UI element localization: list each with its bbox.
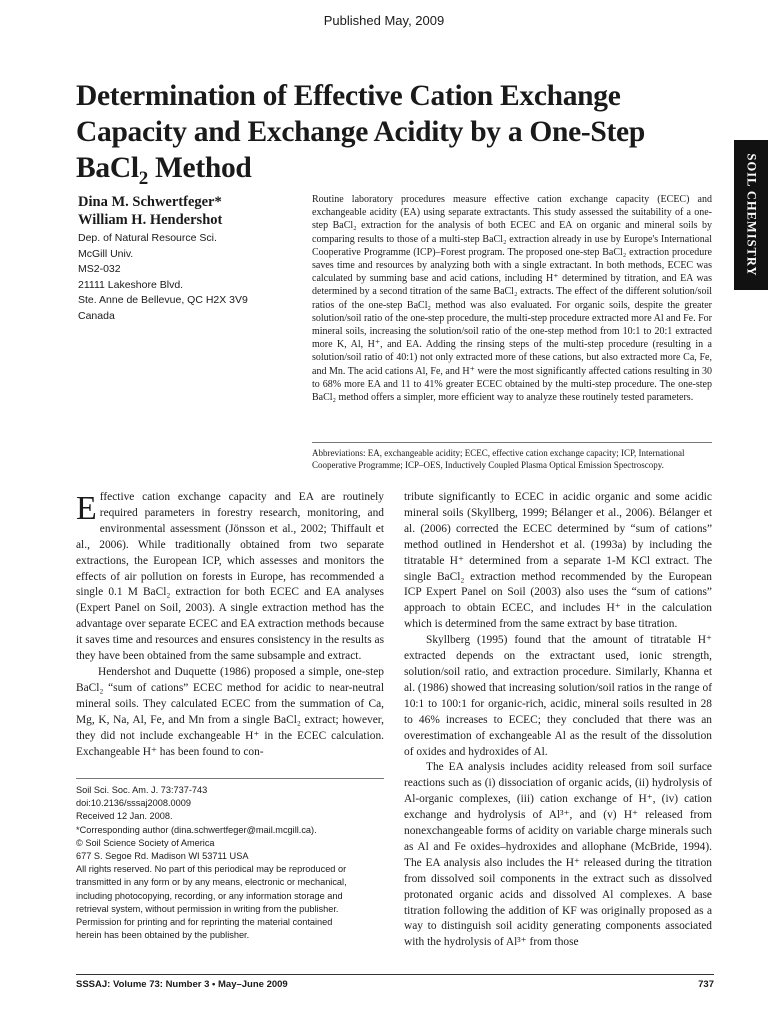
footnote-line: doi:10.2136/sssaj2008.0009 — [76, 798, 191, 809]
footnote-divider — [76, 778, 384, 779]
author-address — [78, 231, 278, 324]
address-line: Canada — [78, 309, 115, 322]
footer-divider — [76, 974, 714, 975]
footnote-line: including photocopying, recording, or any information storage and — [76, 890, 343, 901]
article-title — [76, 78, 696, 197]
section-tab-label: SOIL CHEMISTRY — [744, 153, 759, 277]
footnote-line: transmitted in any form or by any means, electronic or mechanical, — [76, 877, 347, 888]
drop-cap: E — [76, 490, 97, 527]
footnote-line: Received 12 Jan. 2008. — [76, 811, 173, 822]
journal-footer: SSSAJ: Volume 73: Number 3 • May–June 2009 — [76, 979, 288, 990]
footnote-line: *Corresponding author (dina.schwertfeger@mail.mcgill.ca). — [76, 824, 317, 835]
page-number: 737 — [698, 979, 714, 990]
body-paragraph: tribute significantly to ECEC in acidic organic and some acidic mineral soils (Skyllberg, 1999; Bélanger et al., 2006). Bélanger et al. (2006) corrected the ECEC determined by “sum of cations” method outlined in Hendershot et al. (1993a) by including the titratable H⁺ determined from a separate 1-M KCl extract. The single BaCl₂ extraction method recommended by the European ICP Expert Panel on Soil (2003) also uses the “sum of cations” approach to obtain ECEC, and includes H⁺ in the calculation which is determined from the same extract by base titration. — [404, 491, 712, 631]
abbreviations: Abbreviations: EA, exchangeable acidity; ECEC, effective cation exchange capacity; ICP, International Cooperative Programme; ICP–OES, Inductively Coupled Plasma Optical Emission Spectroscopy. — [312, 448, 685, 470]
section-tab — [734, 140, 768, 290]
abstract: Routine laboratory procedures measure effective cation exchange capacity (ECEC) and exchangeable acidity (EA) using separate extractants. This study assessed the suitability of a one-step BaCl₂ extraction for the analysis of both ECEC and EA on organic and mineral soils by comparing results to those of a multi-step BaCl₂ extraction already in use by Europe's International Cooperative Programme (ICP)–Forest program. The proposed one-step BaCl₂ extraction procedure saves time and resources by analyzing both with a single extractant. In both methods, ECEC was calculated by summing base and acid cations, including H⁺ determined by titration, and EA was determined by a second titration of the same BaCl₂ extracts. The effect of the different solution/soil ratios of the one-step BaCl₂ method was also evaluated. For organic soils, despite the greater solution/soil ratio of the one-step procedure, the multi-step procedure extracted more Al and Fe. For mineral soils, increasing the solution/soil ratio of the one-step method from 10:1 to 20:1 extracted more K, Al, H⁺, and EA. Adding the rinsing steps of the multi-step procedure (resulting in a solution/soil ratio of 40:1) not only extracted more of these cations, but also extracted more Ca, Fe, and Mn. The acid cations Al, Fe, and H⁺ were the most significantly affected cations resulting in 30 to 68% more EA and 11 to 41% greater ECEC obtained by the multi-step procedure. The one-step BaCl₂ method offers a simpler, more efficient way to analyze these routinely tested parameters. — [312, 194, 712, 404]
title-subscript: 2 — [138, 167, 148, 189]
abstract-divider — [312, 442, 712, 443]
footnote-line: Soil Sci. Soc. Am. J. 73:737-743 — [76, 785, 208, 795]
body-paragraph — [76, 490, 384, 665]
address-line: 21111 Lakeshore Blvd. — [78, 278, 184, 291]
body-column-left — [76, 490, 384, 760]
footnote-line: All rights reserved. No part of this periodical may be reproduced or — [76, 864, 347, 875]
address-line: MS2-032 — [78, 263, 121, 275]
footnote-line: Permission for printing and for reprinting the material contained — [76, 917, 333, 928]
title-main: Determination of Effective Cation Exchange Capacity and Exchange Acidity by a One-Step BaCl — [76, 80, 645, 184]
footnote-line: herein has been obtained by the publisher. — [76, 930, 250, 941]
body-paragraph: Hendershot and Duquette (1986) proposed a simple, one-step BaCl₂ “sum of cations” ECEC method for acidic to near-neutral mineral soils. They calculated ECEC from the summation of Ca, Mg, K, Na, Al, Fe, and Mn from a single BaCl₂ extract; however, they did not include exchangeable H⁺ in the ECEC calculation. Exchangeable H⁺ has been found to con- — [76, 665, 384, 758]
author-name: Dina M. Schwertfeger* — [78, 194, 222, 210]
address-line: McGill Univ. — [78, 247, 134, 260]
address-line: Ste. Anne de Bellevue, QC H2X 3V9 — [78, 294, 248, 306]
body-column-right — [404, 490, 712, 951]
title-tail: Method — [147, 152, 252, 184]
footnote-line: © Soil Science Society of America — [76, 837, 215, 848]
body-paragraph: The EA analysis includes acidity released from soil surface reactions such as (i) dissociation of organic acids, (ii) hydrolysis of Al-organic complexes, (iii) cation exchange of H⁺, (iv) cation exchange and hydrolysis of Al³⁺, and (v) H⁺ released from nonexchangeable forms of acidity on variable charge minerals such as Al and Fe oxides–hydroxides and allophane (McBride, 1994). The EA analysis also includes the H⁺ released during the titration from dissolved soil components in the extract such as dissolved protonated organic acids and dissolved Al complexes. A base titration following the addition of KF was originally proposed as a way to distinguish soil acidity generating components associated with the hydrolysis of Al³⁺ from those — [404, 761, 712, 949]
author-block — [78, 193, 278, 324]
body-paragraph: Skyllberg (1995) found that the amount of titratable H⁺ extracted depends on the extractant used, ionic strength, solution/soil ratio, and extraction procedure. Similarly, Khanna et al. (1986) showed that increasing solution/soil ratios in the range of 10:1 to 100:1 for organic-rich, acidic, mineral soils resulted in 28 to 46% increases to ECEC; they concluded that there was an overestimation of exchangeable Al as the result of the dissolution of oxides and hydroxides of Al. — [404, 634, 712, 758]
address-line: Dep. of Natural Resource Sci. — [78, 232, 217, 244]
published-date: Published May, 2009 — [323, 13, 445, 28]
footnotes — [76, 784, 384, 942]
author-name: William H. Hendershot — [78, 212, 223, 228]
paragraph-text: ffective cation exchange capacity and EA are routinely required parameters in forestry research, monitoring, and environmental assessment (Jönsson et al., 2002; Thiffault et al., 2006). While traditionally obtained from two separate extractions, the European ICP, which assesses and monitors the effects of air pollution on forests in Europe, has recommended a single 0.1 M BaCl₂ extraction for both ECEC and EA analyses (Expert Panel on Soil, 2003). A single extraction method has the advantage over separate ECEC and EA extraction methods because it saves time and resources and ensures consistency in the results as they have been obtained from the same subsample and extract. — [76, 491, 384, 663]
footnote-line: retrieval system, without permission in writing from the publisher. — [76, 903, 339, 914]
footnote-line: 677 S. Segoe Rd. Madison WI 53711 USA — [76, 851, 249, 862]
